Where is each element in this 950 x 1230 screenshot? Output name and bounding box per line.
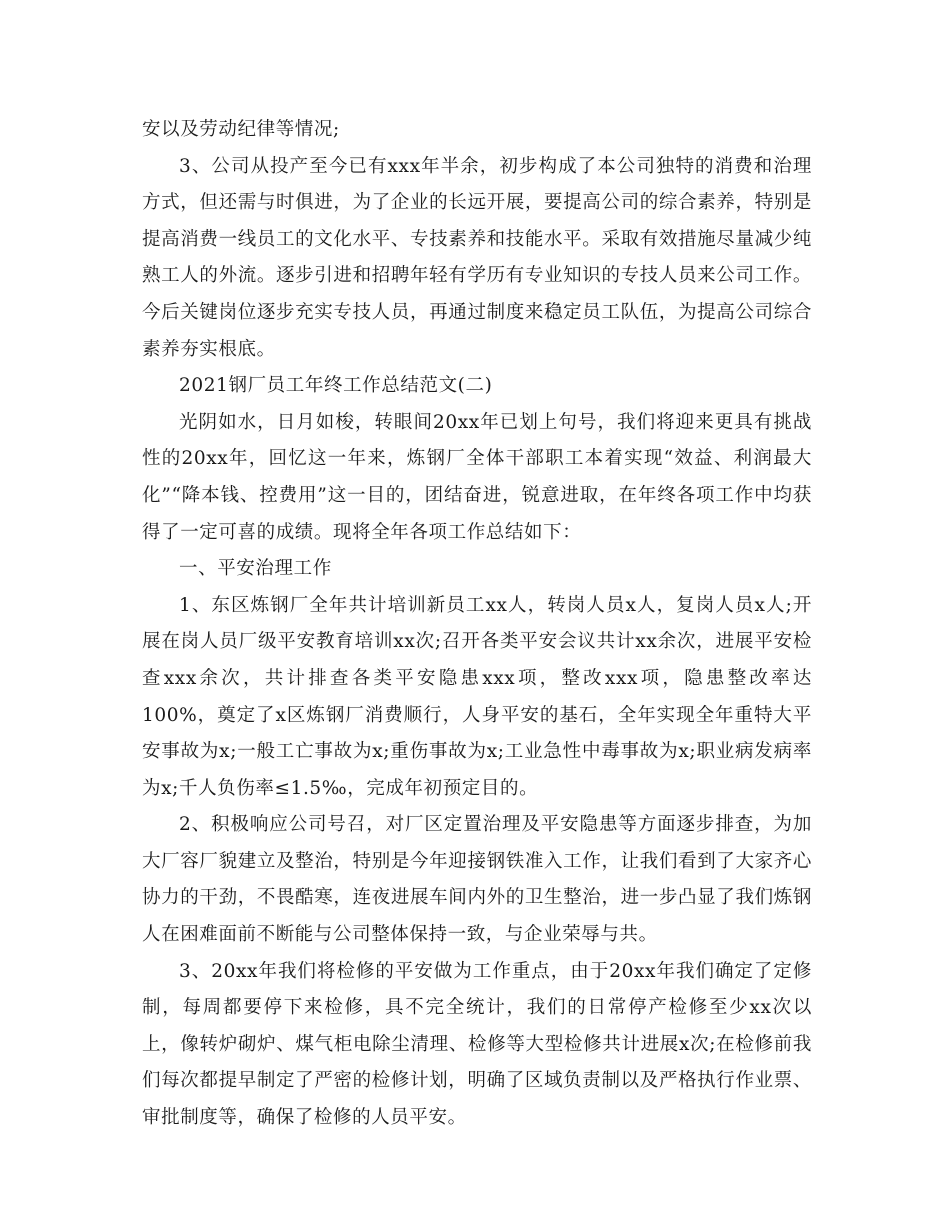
paragraph-safety-2: 2、积极响应公司号召，对厂区定置治理及平安隐患等方面逐步排查，为加大厂容厂貌建立及整治，特别是今年迎接钢铁准入工作，让我们看到了大家齐心协力的干劲，不畏酷寒，连夜进展车间内外的卫生整治，进一步凸显了我们炼钢人在困难面前不断能与公司整体保持一致，与企业荣辱与共。 — [142, 814, 812, 946]
document-body — [142, 112, 812, 1137]
paragraph-safety-1: 1、东区炼钢厂全年共计培训新员工xx人，转岗人员x人，复岗人员x人;开展在岗人员厂级平安教育培训xx次;召开各类平安会议共计xx余次，进展平安检查xxx余次，共计排查各类平安隐患xxx项，整改xxx项，隐患整改率达100%，奠定了x区炼钢厂消费顺行，人身平安的基石，全年实现全年重特大平安事故为x;一般工亡事故为x;重伤事故为x;工业急性中毒事故为x;职业病发病率为x;千人负伤率≤1.5‰，完成年初预定目的。 — [142, 594, 812, 799]
section-title: 2021钢厂员工年终工作总结范文(二) — [179, 375, 493, 397]
paragraph-item-3: 3、公司从投产至今已有xxx年半余，初步构成了本公司独特的消费和治理方式，但还需与时俱进，为了企业的长远开展，要提高公司的综合素养，特别是提高消费一线员工的文化水平、专技素养和技能水平。采取有效措施尽量减少纯熟工人的外流。逐步引进和招聘年轻有学历有专业知识的专技人员来公司工作。今后关键岗位逐步充实专技人员，再通过制度来稳定员工队伍，为提高公司综合素养夯实根底。 — [142, 155, 812, 360]
paragraph-safety-3: 3、20xx年我们将检修的平安做为工作重点，由于20xx年我们确定了定修制，每周都要停下来检修，具不完全统计，我们的日常停产检修至少xx次以上，像转炉砌炉、煤气柜电除尘清理、检修等大型检修共计进展x次;在检修前我们每次都提早制定了严密的检修计划，明确了区域负责制以及严格执行作业票、审批制度等，确保了检修的人员平安。 — [142, 960, 812, 1129]
paragraph-intro: 光阴如水，日月如梭，转眼间20xx年已划上句号，我们将迎来更具有挑战性的20xx年，回忆这一年来，炼钢厂全体干部职工本着实现“效益、利润最大化”“降本钱、控费用”这一目的，团结奋进，锐意进取，在年终各项工作中均获得了一定可喜的成绩。现将全年各项工作总结如下： — [142, 411, 812, 543]
heading-safety-management: 一、平安治理工作 — [179, 558, 332, 580]
paragraph-continuation: 安以及劳动纪律等情况; — [142, 119, 340, 140]
